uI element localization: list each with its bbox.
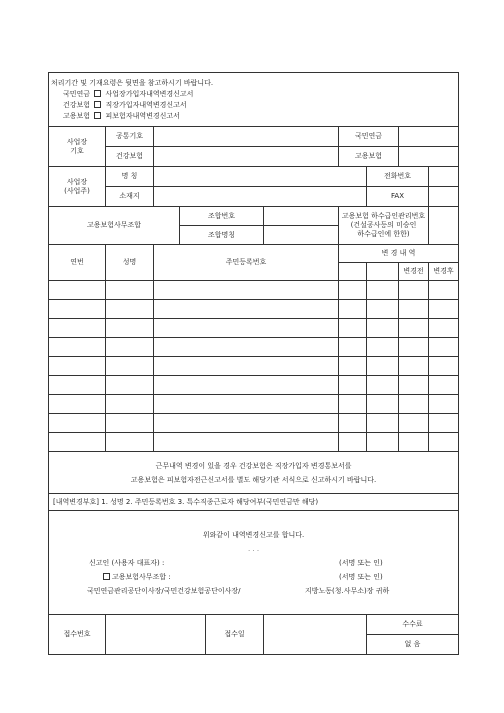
table-cell[interactable]: [106, 376, 154, 395]
option-employment-insurance: 고용보험 피보험자내역변경신고서: [63, 111, 180, 120]
table-cell[interactable]: [339, 319, 367, 338]
workplace-name-field[interactable]: [154, 167, 367, 187]
national-pension-code-field[interactable]: [399, 127, 459, 147]
table-cell[interactable]: [154, 300, 339, 319]
table-cell[interactable]: [367, 414, 399, 433]
table-cell[interactable]: [106, 433, 154, 452]
table-cell[interactable]: [339, 281, 367, 300]
workplace-label: 사업장 (사업주): [49, 167, 106, 207]
receipt-date-field[interactable]: [264, 615, 367, 655]
table-cell[interactable]: [399, 414, 429, 433]
table-cell[interactable]: [399, 433, 429, 452]
col-rrn: 주민등록번호: [154, 245, 339, 281]
health-code-label: 건강보험: [106, 147, 154, 167]
table-cell[interactable]: [429, 395, 459, 414]
association-label: 고용보험사무조합: [49, 207, 180, 245]
table-cell[interactable]: [154, 319, 339, 338]
receipt-date-label: 접수일: [206, 615, 264, 655]
col-name: 성명: [106, 245, 154, 281]
table-cell[interactable]: [429, 433, 459, 452]
table-cell[interactable]: [49, 414, 106, 433]
phone-label: 전화번호: [367, 167, 429, 187]
table-cell[interactable]: [367, 357, 399, 376]
table-cell[interactable]: [399, 395, 429, 414]
table-cell[interactable]: [339, 395, 367, 414]
table-cell[interactable]: [339, 300, 367, 319]
common-code-field[interactable]: [154, 127, 339, 147]
table-cell[interactable]: [367, 433, 399, 452]
address-label: 소재지: [106, 187, 154, 207]
receipt-number-label: 접수번호: [49, 615, 106, 655]
addressee-line: [49, 584, 458, 598]
table-cell[interactable]: [106, 414, 154, 433]
phone-field[interactable]: [429, 167, 459, 187]
association-number-field[interactable]: [264, 207, 339, 226]
col-change-details: 변 경 내 역: [339, 245, 459, 263]
table-cell[interactable]: [154, 433, 339, 452]
employment-code-field[interactable]: [399, 147, 459, 167]
change-report-form: [48, 72, 458, 655]
addressee-right: 지방노동(청.사무소)장 귀하: [305, 586, 390, 595]
table-cell[interactable]: [339, 414, 367, 433]
col-code-b: [367, 263, 399, 281]
addressee-left: 국민연금관리공단이사장/국민건강보험공단이사장/: [87, 586, 241, 595]
table-row: [49, 376, 459, 395]
national-pension-code-label: 국민연금: [339, 127, 399, 147]
common-code-label: 공통기호: [106, 127, 154, 147]
table-cell[interactable]: [367, 376, 399, 395]
table-cell[interactable]: [49, 319, 106, 338]
table-row: [49, 357, 459, 376]
reporter-sign[interactable]: (서명 또는 인): [339, 558, 383, 567]
table-cell[interactable]: [429, 281, 459, 300]
table-cell[interactable]: [367, 395, 399, 414]
form-table: [48, 72, 459, 655]
table-cell[interactable]: [339, 376, 367, 395]
table-cell[interactable]: [367, 319, 399, 338]
table-cell[interactable]: [429, 414, 459, 433]
note-line-2: 고용보험은 피보험자전근신고서를 별도 해당기관 서식으로 신고하시기 바랍니다.: [130, 475, 377, 484]
declaration-section: [49, 511, 459, 615]
table-row: [49, 395, 459, 414]
note-line-1: 근무내역 변경이 있을 경우 건강보험은 직장가입자 변경통보서를: [155, 461, 352, 470]
association-sign-label: 고용보험사무조합 :: [101, 570, 171, 584]
table-cell[interactable]: [429, 357, 459, 376]
change-code-legend: [내역변경부호] 1. 성명 2. 주민등록번호 3. 특수직종근로자 해당여부(국민연금만 해당): [49, 494, 459, 511]
table-cell[interactable]: [429, 338, 459, 357]
association-sign[interactable]: (서명 또는 인): [339, 572, 383, 581]
table-cell[interactable]: [339, 338, 367, 357]
table-cell[interactable]: [154, 395, 339, 414]
table-cell[interactable]: [49, 376, 106, 395]
table-cell[interactable]: [154, 338, 339, 357]
fax-field[interactable]: [429, 187, 459, 207]
association-name-label: 조합명칭: [180, 226, 264, 245]
address-field[interactable]: [154, 187, 367, 207]
table-cell[interactable]: [49, 395, 106, 414]
association-number-label: 조합번호: [180, 207, 264, 226]
table-cell[interactable]: [106, 281, 154, 300]
checkbox-employment-insurance[interactable]: [94, 112, 101, 119]
checkbox-association[interactable]: [103, 573, 110, 580]
table-cell[interactable]: [49, 338, 106, 357]
table-cell[interactable]: [106, 338, 154, 357]
fax-label: FAX: [367, 187, 429, 207]
col-seq: 연번: [49, 245, 106, 281]
subcontract-field[interactable]: [429, 207, 459, 245]
table-cell[interactable]: [106, 319, 154, 338]
table-cell[interactable]: [399, 376, 429, 395]
table-cell[interactable]: [106, 357, 154, 376]
fee-value: 없 음: [367, 635, 459, 655]
notice-text: 처리기간 및 기재요령은 뒷면을 참고하시기 바랍니다.: [51, 78, 214, 87]
reporter-line: [49, 556, 458, 570]
checkbox-health-insurance[interactable]: [94, 101, 101, 108]
table-cell[interactable]: [154, 376, 339, 395]
table-cell[interactable]: [154, 414, 339, 433]
table-row: [49, 281, 459, 300]
table-cell[interactable]: [399, 338, 429, 357]
table-cell[interactable]: [399, 300, 429, 319]
table-cell[interactable]: [429, 319, 459, 338]
checkbox-national-pension[interactable]: [94, 90, 101, 97]
health-code-field[interactable]: [154, 147, 339, 167]
table-row: [49, 414, 459, 433]
entry-rows: [49, 281, 459, 452]
col-after: 변경후: [429, 263, 459, 281]
table-row: [49, 338, 459, 357]
employment-code-label: 고용보험: [339, 147, 399, 167]
table-cell[interactable]: [399, 357, 429, 376]
table-row: [49, 319, 459, 338]
table-cell[interactable]: [49, 357, 106, 376]
table-cell[interactable]: [339, 433, 367, 452]
subcontract-label: 고용보험 하수급인관리번호 (건설공사등의 미승인 하수급인에 한한): [339, 207, 429, 245]
col-code-a: [339, 263, 367, 281]
table-cell[interactable]: [429, 376, 459, 395]
table-cell[interactable]: [154, 281, 339, 300]
table-cell[interactable]: [399, 319, 429, 338]
table-cell[interactable]: [429, 300, 459, 319]
date-field[interactable]: . . .: [247, 544, 260, 553]
workplace-name-label: 명 칭: [106, 167, 154, 187]
option-health-insurance: 건강보험 직장가입자내역변경신고서: [63, 100, 187, 109]
association-sign-line: [49, 570, 458, 584]
intro-section: [49, 73, 459, 127]
workplace-code-label: 사업장 기호: [49, 127, 106, 167]
col-before: 변경전: [399, 263, 429, 281]
table-cell[interactable]: [106, 395, 154, 414]
table-cell[interactable]: [49, 433, 106, 452]
reporter-label: 신고인 (사용자 대표자) :: [89, 558, 165, 567]
receipt-number-field[interactable]: [106, 615, 206, 655]
table-cell[interactable]: [367, 338, 399, 357]
table-cell[interactable]: [339, 357, 367, 376]
table-row: [49, 433, 459, 452]
table-cell[interactable]: [154, 357, 339, 376]
option-national-pension: 국민연금 사업장가입자내역변경신고서: [63, 89, 194, 98]
table-cell[interactable]: [106, 300, 154, 319]
table-cell[interactable]: [367, 281, 399, 300]
table-cell[interactable]: [49, 281, 106, 300]
association-name-field[interactable]: [264, 226, 339, 245]
table-cell[interactable]: [49, 300, 106, 319]
table-row: [49, 300, 459, 319]
declaration-statement: 위와같이 내역변경신고를 합니다.: [202, 530, 305, 539]
note-section: [49, 452, 459, 494]
table-cell[interactable]: [367, 300, 399, 319]
table-cell[interactable]: [399, 281, 429, 300]
fee-label: 수수료: [367, 615, 459, 635]
